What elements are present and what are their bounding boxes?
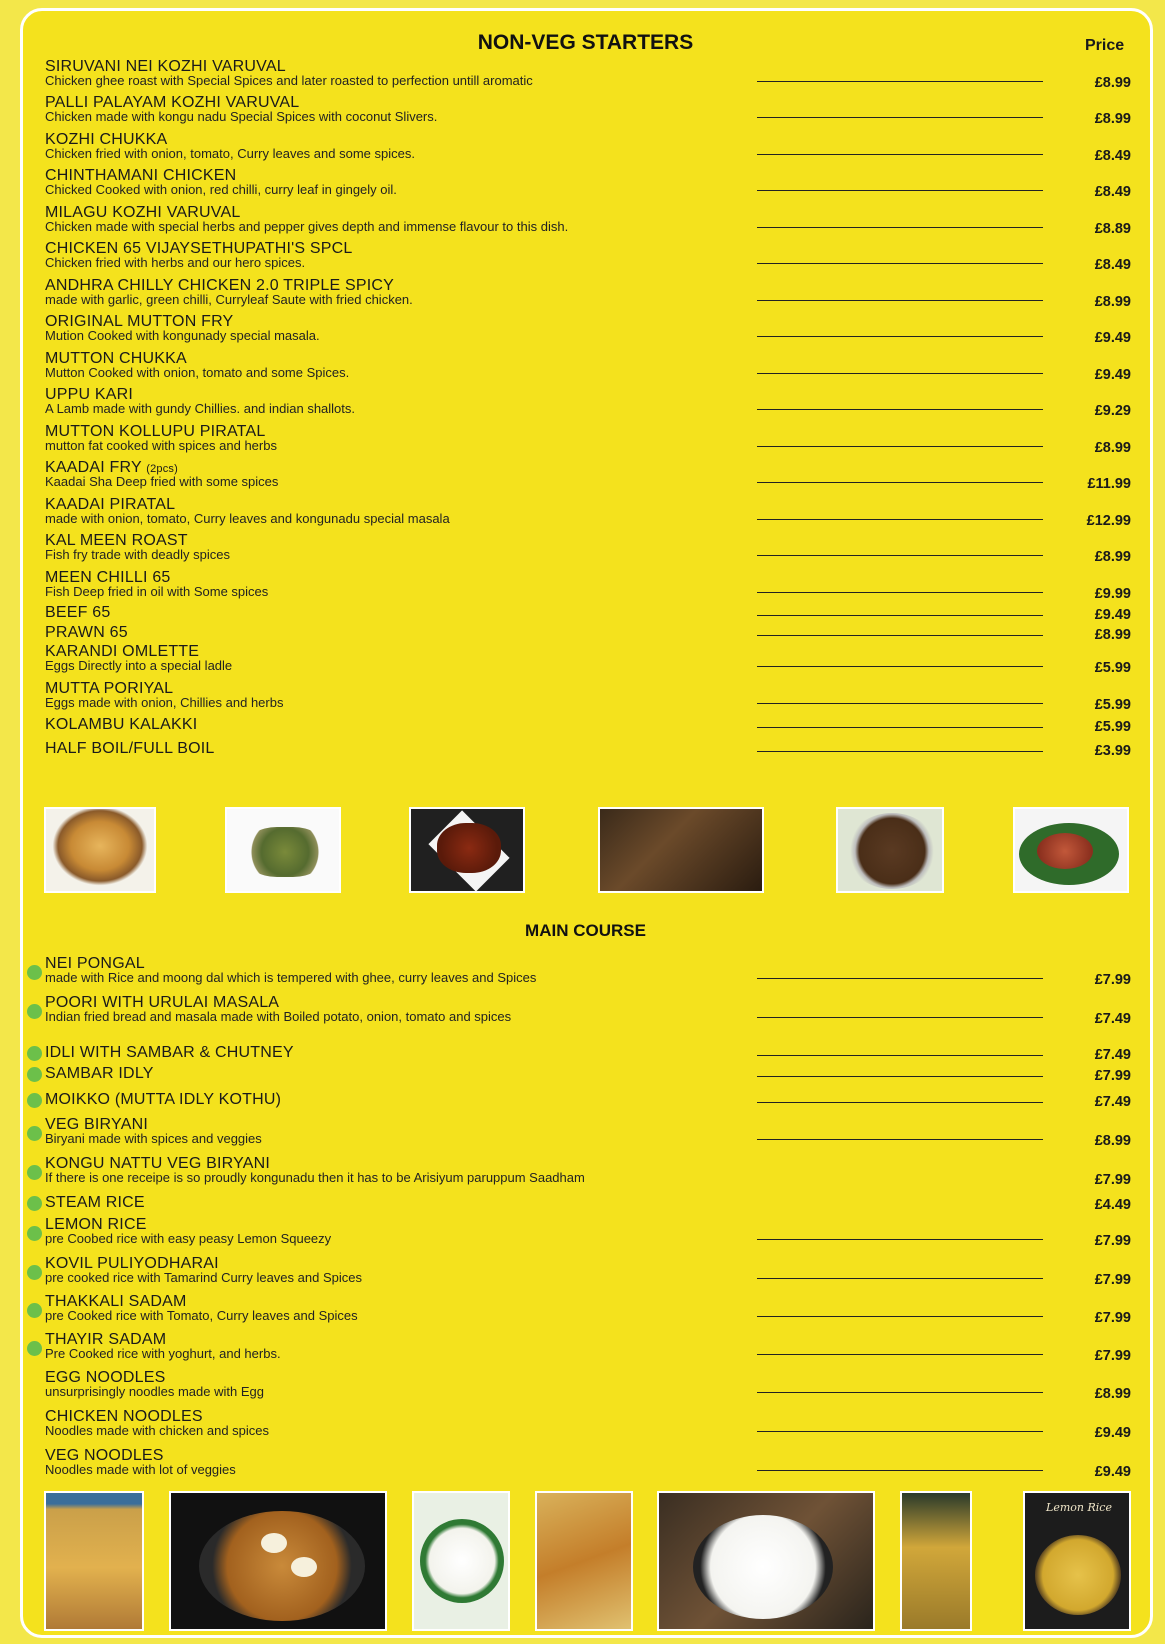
item-price: £11.99 [1087,476,1131,492]
item-price: £9.49 [1094,367,1131,383]
item-price: £8.99 [1094,549,1131,565]
item-description: mutton fat cooked with spices and herbs [45,438,277,453]
item-name: THAKKALI SADAM [45,1293,187,1310]
item-price: £8.99 [1094,1386,1131,1402]
dotted-line [757,1139,1043,1140]
item-price: £8.99 [1094,1133,1131,1149]
item-price: £8.99 [1094,75,1131,91]
item-description: made with onion, tomato, Curry leaves and kongunadu special masala [45,511,450,526]
veg-bullet-icon [27,1196,42,1211]
item-description: pre Cooked rice with Tomato, Curry leaves and Spices [45,1308,358,1323]
item-name: MOIKKO (MUTTA IDLY KOTHU) [45,1091,282,1108]
item-price: £7.99 [1094,972,1131,988]
item-description: Mution Cooked with kongunady special masala. [45,328,320,343]
item-description: Chicken ghee roast with Special Spices and later roasted to perfection untill aromatic [45,73,533,88]
item-description: Kaadai Sha Deep fried with some spices [45,474,279,489]
item-name: KAADAI FRY (2pcs) [45,459,178,476]
veg-bullet-icon [27,1265,42,1280]
item-name: KOZHI CHUKKA [45,131,168,148]
dotted-line [757,1316,1043,1317]
item-name: VEG NOODLES [45,1447,164,1464]
item-price: £9.49 [1094,1464,1131,1480]
item-name: VEG BIRYANI [45,1116,148,1133]
item-name: PALLI PALAYAM KOZHI VARUVAL [45,94,300,111]
item-name: MUTTA PORIYAL [45,680,174,697]
item-description: Fish Deep fried in oil with Some spices [45,584,269,599]
item-name: BEEF 65 [45,604,111,621]
item-price: £8.49 [1094,257,1131,273]
item-price: £9.29 [1094,403,1131,419]
item-description: Pre Cooked rice with yoghurt, and herbs. [45,1346,281,1361]
item-description: unsurprisingly noodles made with Egg [45,1384,264,1399]
item-description: Mutton Cooked with onion, tomato and some Spices. [45,365,350,380]
item-name: ANDHRA CHILLY CHICKEN 2.0 TRIPLE SPICY [45,277,395,294]
item-name: EGG NOODLES [45,1369,166,1386]
veg-bullet-icon [27,1067,42,1082]
item-name: MUTTON KOLLUPU PIRATAL [45,423,266,440]
main-course-section-title: MAIN COURSE [525,921,646,940]
veg-bullet-icon [27,1303,42,1318]
dotted-line [757,1470,1043,1471]
item-description: pre cooked rice with Tamarind Curry leaves and Spices [45,1270,362,1285]
item-price: £8.99 [1094,111,1131,127]
veg-bullet-icon [27,1226,42,1241]
item-name: KARANDI OMLETTE [45,643,200,660]
item-description: Fish fry trade with deadly spices [45,547,230,562]
item-price: £9.49 [1094,1425,1131,1441]
item-price: £8.89 [1094,221,1131,237]
veg-bullet-icon [27,1046,42,1061]
item-price: £7.99 [1094,1348,1131,1364]
item-price: £5.99 [1094,660,1131,676]
item-description: Chicken fried with herbs and our hero spices. [45,255,306,270]
dotted-line [757,1076,1043,1077]
veg-bullet-icon [27,1126,42,1141]
lemon-rice-caption: Lemon Rice [1046,1501,1112,1514]
item-description: Eggs made with onion, Chillies and herbs [45,695,284,710]
item-price: £3.99 [1094,743,1131,759]
item-price: £7.99 [1094,1233,1131,1249]
item-price: £8.99 [1094,294,1131,310]
item-name: MEEN CHILLI 65 [45,569,171,586]
item-description: If there is one receipe is so proudly kongunadu then it has to be Arisiyum paruppum Saadham [45,1170,585,1185]
item-price: £7.99 [1094,1272,1131,1288]
dotted-line [757,1055,1043,1056]
item-name: UPPU KARI [45,386,134,403]
item-description: Chicked Cooked with onion, red chilli, curry leaf in gingely oil. [45,182,397,197]
item-name: CHICKEN NOODLES [45,1408,203,1425]
dotted-line [757,1392,1043,1393]
item-name: KOLAMBU KALAKKI [45,716,198,733]
item-name: STEAM RICE [45,1194,145,1211]
item-name: PRAWN 65 [45,624,128,641]
rice-plate-photo [412,1491,510,1631]
item-name: SIRUVANI NEI KOZHI VARUVAL [45,58,286,75]
item-name: KOVIL PULIYODHARAI [45,1255,219,1272]
item-price: £7.49 [1094,1094,1131,1110]
item-description: Indian fried bread and masala made with Boiled potato, onion, tomato and spices [45,1009,512,1024]
main-course-list [23,11,1148,1635]
item-price: £9.49 [1094,330,1131,346]
item-price: £9.99 [1094,586,1131,602]
veg-bullet-icon [27,1341,42,1356]
pongal-photo [44,1491,144,1631]
veg-bullet-icon [27,1093,42,1108]
item-price: £8.49 [1094,184,1131,200]
item-price: £7.99 [1094,1310,1131,1326]
item-price: £7.49 [1094,1047,1131,1063]
dotted-line [757,1239,1043,1240]
item-name: MUTTON CHUKKA [45,350,187,367]
item-name: ORIGINAL MUTTON FRY [45,313,234,330]
veg-bullet-icon [27,1165,42,1180]
item-description: Noodles made with lot of veggies [45,1462,236,1477]
item-name: IDLI WITH SAMBAR & CHUTNEY [45,1044,294,1061]
veg-bullet-icon [27,1004,42,1019]
dotted-line [757,1278,1043,1279]
item-description: Chicken fried with onion, tomato, Curry leaves and some spices. [45,146,415,161]
dotted-line [757,1102,1043,1103]
item-description: A Lamb made with gundy Chillies. and indian shallots. [45,401,356,416]
item-name: HALF BOIL/FULL BOIL [45,740,215,757]
egg-noodles-photo [169,1491,387,1631]
item-name: KAADAI PIRATAL [45,496,176,513]
item-description: Eggs Directly into a special ladle [45,658,233,673]
item-price: £12.99 [1086,513,1131,529]
item-name: CHICKEN 65 VIJAYSETHUPATHI'S SPCL [45,240,353,257]
item-name: SAMBAR IDLY [45,1065,154,1082]
dotted-line [757,978,1043,979]
item-price: £9.49 [1094,607,1131,623]
lemon-rice-photo [1023,1491,1131,1631]
item-name: LEMON RICE [45,1216,147,1233]
item-description: Noodles made with chicken and spices [45,1423,270,1438]
item-price: £7.99 [1094,1172,1131,1188]
dotted-line [757,1017,1043,1018]
item-name: MILAGU KOZHI VARUVAL [45,204,241,221]
item-price: £8.49 [1094,148,1131,164]
veg-bullet-icon [27,965,42,980]
item-name: POORI WITH URULAI MASALA [45,994,280,1011]
item-description: Chicken made with special herbs and pepper gives depth and immense flavour to this dish. [45,219,569,234]
item-name: KAL MEEN ROAST [45,532,188,549]
item-name: CHINTHAMANI CHICKEN [45,167,237,184]
puliyodharai-photo [900,1491,972,1631]
item-description: made with garlic, green chilli, Curryleaf Saute with fried chicken. [45,292,413,307]
steam-rice-photo [657,1491,875,1631]
item-name: KONGU NATTU VEG BIRYANI [45,1155,271,1172]
item-description: Biryani made with spices and veggies [45,1131,262,1146]
item-price: £4.49 [1094,1197,1131,1213]
item-price: £5.99 [1094,719,1131,735]
veg-noodles-photo [535,1491,633,1631]
item-price: £8.99 [1094,440,1131,456]
item-description: pre Coobed rice with easy peasy Lemon Squeezy [45,1231,332,1246]
non-veg-section-title: NON-VEG STARTERS [477,31,694,54]
item-name: THAYIR SADAM [45,1331,167,1348]
item-description: made with Rice and moong dal which is tempered with ghee, curry leaves and Spices [45,970,537,985]
item-price: £7.49 [1094,1011,1131,1027]
item-price: £8.99 [1094,627,1131,643]
dotted-line [757,1354,1043,1355]
item-price: £5.99 [1094,697,1131,713]
item-name: NEI PONGAL [45,955,145,972]
item-description: Chicken made with kongu nadu Special Spices with coconut Slivers. [45,109,438,124]
menu-page [20,8,1153,1638]
portion-note: (2pcs) [146,463,178,475]
dotted-line [757,1431,1043,1432]
item-price: £7.99 [1094,1068,1131,1084]
price-column-header: Price [1085,37,1125,54]
